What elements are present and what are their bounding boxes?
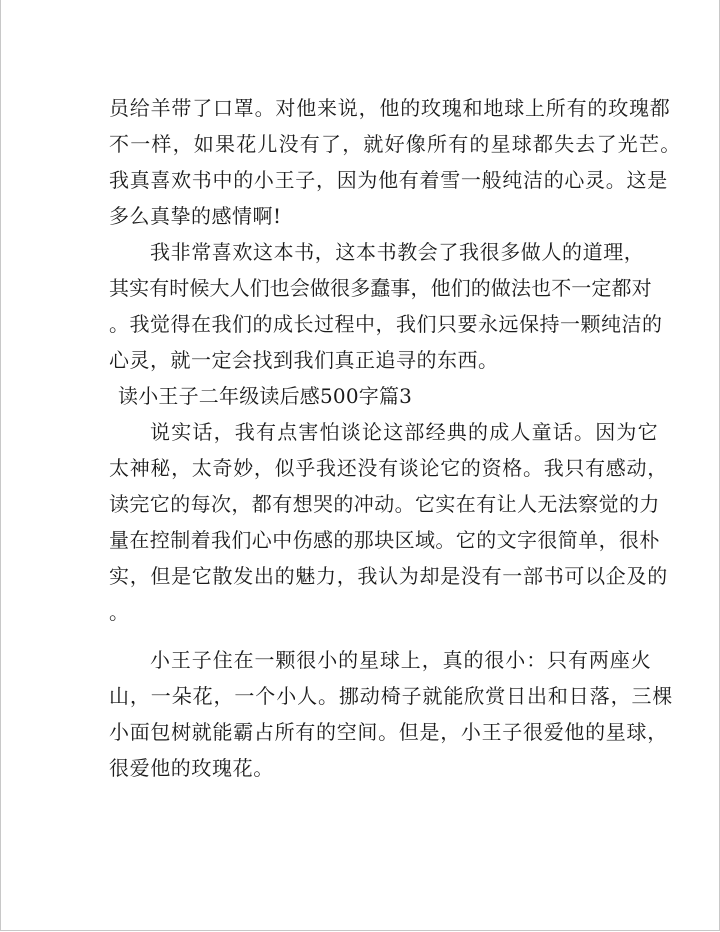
text-line: 员给羊带了口罩。对他来说，他的玫瑰和地球上所有的玫瑰都 [109, 96, 671, 120]
text-line: 小面包树就能霸占所有的空间。但是，小王子很爱他的星球， [109, 720, 668, 744]
text-line: 其实有时候大人们也会做很多蠢事，他们的做法也不一定都对 [109, 276, 652, 300]
text-line: 量在控制着我们心中伤感的那块区域。它的文字很简单，很朴 [109, 528, 660, 552]
section-heading: 读小王子二年级读后感500字篇3 [118, 384, 413, 408]
text-line: 小王子住在一颗很小的星球上，真的很小：只有两座火 [150, 648, 652, 672]
text-line: 我非常喜欢这本书，这本书教会了我很多做人的道理， [150, 240, 645, 264]
text-line: 我真喜欢书中的小王子，因为他有着雪一般纯洁的心灵。这是 [109, 168, 668, 192]
text-line: 读完它的每次，都有想哭的冲动。它实在有让人无法察觉的力 [109, 492, 660, 516]
text-line: 。 [109, 600, 129, 624]
text-line: 。我觉得在我们的成长过程中，我们只要永远保持一颗纯洁的 [109, 312, 663, 336]
text-line: 心灵，就一定会找到我们真正追寻的东西。 [109, 348, 499, 372]
text-line: 实，但是它散发出的魅力，我认为却是没有一部书可以企及的 [109, 564, 668, 588]
text-line: 说实话，我有点害怕谈论这部经典的成人童话。因为它 [150, 420, 659, 444]
text-line: 不一样，如果花儿没有了，就好像所有的星球都失去了光芒。 [109, 132, 682, 156]
text-line: 山，一朵花，一个小人。挪动椅子就能欣赏日出和日落，三棵 [109, 684, 674, 708]
text-line: 太神秘，太奇妙，似乎我还没有谈论它的资格。我只有感动， [109, 456, 668, 480]
paragraph-gap [109, 630, 629, 642]
text-line: 很爱他的玫瑰花。 [109, 756, 274, 780]
text-line: 多么真挚的感情啊! [109, 204, 282, 228]
document-body [109, 90, 682, 786]
